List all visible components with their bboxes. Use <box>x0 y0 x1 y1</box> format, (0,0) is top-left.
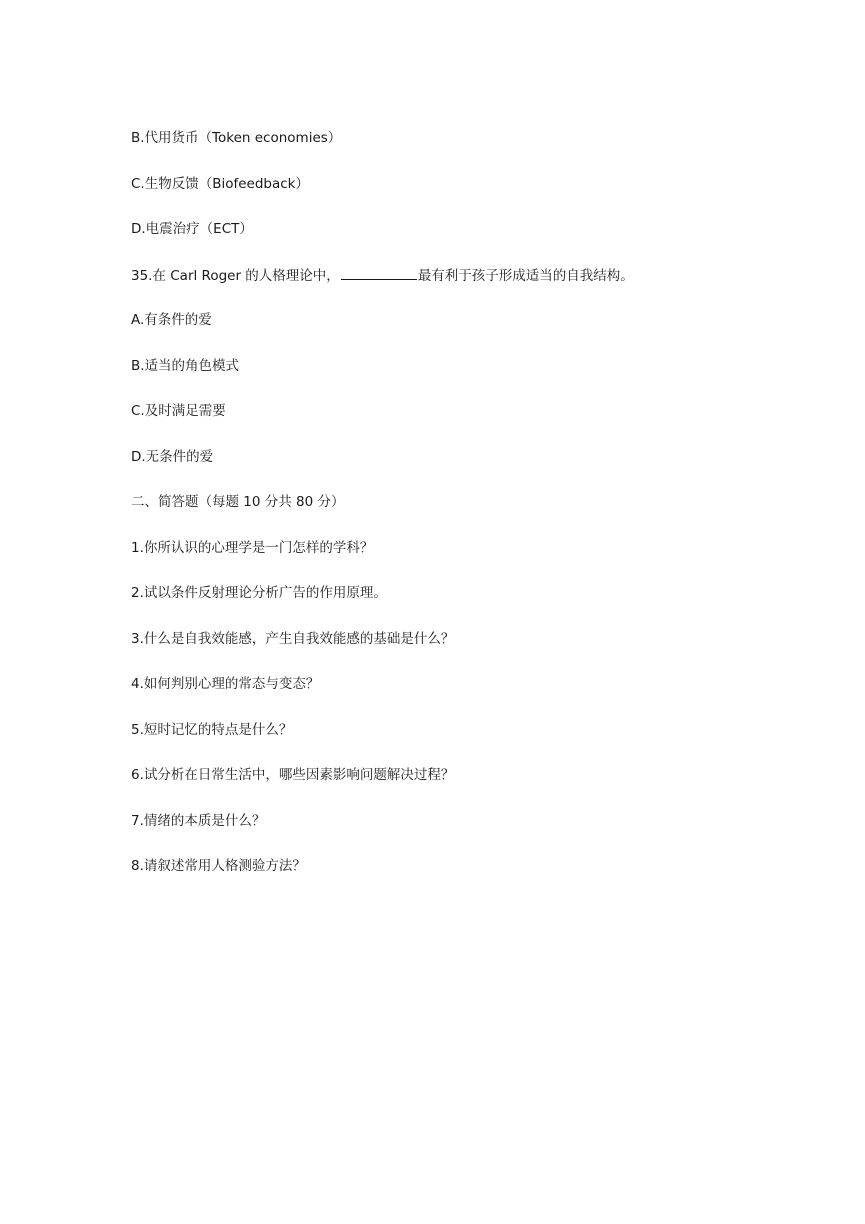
short-question-6: 6.试分析在日常生活中，哪些因素影响问题解决过程？ <box>131 767 455 783</box>
option-q35-c: C.及时满足需要 <box>131 403 226 419</box>
short-question-3: 3.什么是自我效能感，产生自我效能感的基础是什么？ <box>131 630 455 647</box>
short-question-2: 2.试以条件反射理论分析广告的作用原理。 <box>131 585 387 601</box>
question-35 <box>131 265 751 285</box>
option-q35-a: A.有条件的爱 <box>131 312 212 328</box>
question-35-suffix: 最有利于孩子形成适当的自我结构。 <box>417 267 634 284</box>
option-q35-d: D.无条件的爱 <box>131 448 214 465</box>
fill-in-blank <box>341 265 417 280</box>
short-question-5: 5.短时记忆的特点是什么？ <box>131 721 293 738</box>
short-question-8: 8.请叙述常用人格测验方法？ <box>131 858 306 874</box>
short-question-1: 1.你所认识的心理学是一门怎样的学科？ <box>131 539 374 556</box>
option-q35-b: B.适当的角色模式 <box>131 357 240 374</box>
option-q34-d: D.电震治疗（ECT） <box>131 221 253 237</box>
option-q34-b: B.代用货币（Token economies） <box>131 130 342 146</box>
question-35-prefix: 35.在 Carl Roger 的人格理论中， <box>131 267 340 284</box>
short-question-7: 7.情绪的本质是什么？ <box>131 812 266 829</box>
document-content <box>131 128 751 902</box>
option-q34-c: C.生物反馈（Biofeedback） <box>131 175 310 192</box>
section-title: 二、简答题（每题 10 分共 80 分） <box>131 494 345 510</box>
short-question-4: 4.如何判别心理的常态与变态？ <box>131 676 320 692</box>
